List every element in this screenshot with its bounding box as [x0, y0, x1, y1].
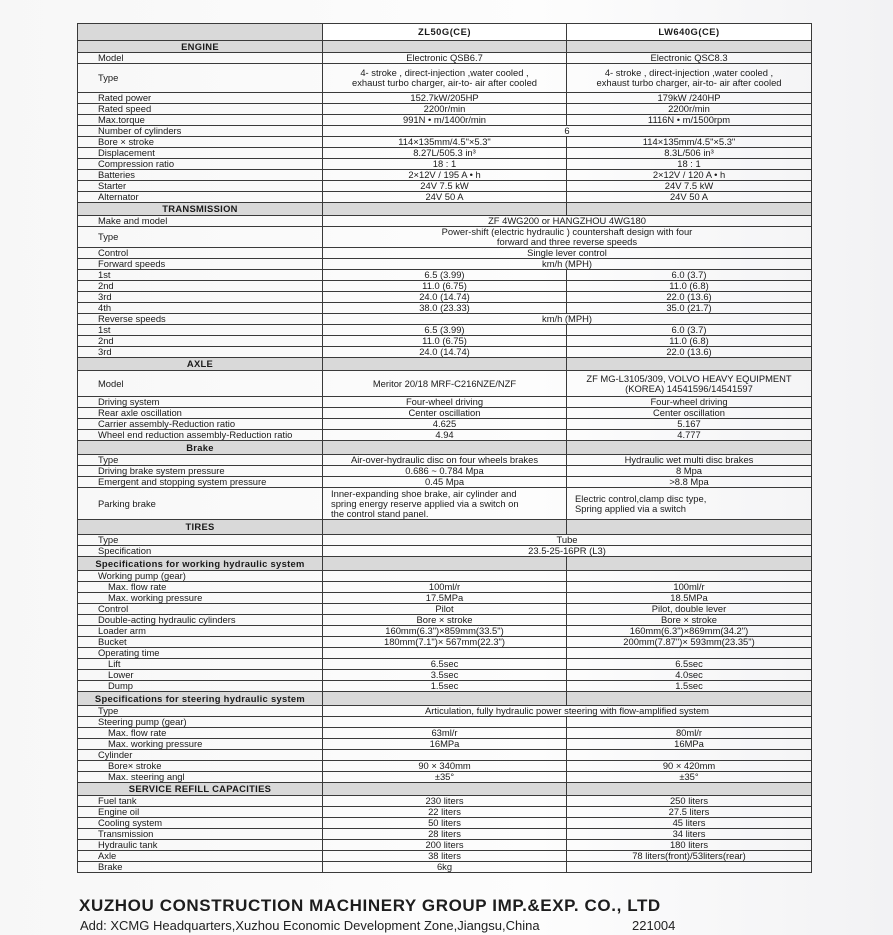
table-row: Double-acting hydraulic cylinders Bore × stroke Bore × stroke [78, 615, 812, 626]
table-row: 2nd 11.0 (6.75) 11.0 (6.8) [78, 336, 812, 347]
table-row: Type Tube [78, 535, 812, 546]
table-row: Cooling system 50 liters 45 liters [78, 818, 812, 829]
company-address: Add: XCMG Headquarters,Xuzhou Economic Development Zone,Jiangsu,China [80, 918, 540, 933]
table-row: Hydraulic tank 200 liters 180 liters [78, 840, 812, 851]
section-title: TRANSMISSION [78, 203, 323, 216]
company-name: XUZHOU CONSTRUCTION MACHINERY GROUP IMP.&EXP. CO., LTD [79, 896, 661, 915]
table-row: Engine oil 22 liters 27.5 liters [78, 807, 812, 818]
table-row: Driving system Four-wheel driving Four-wheel driving [78, 397, 812, 408]
table-row: Specification 23.5-25-16PR (L3) [78, 546, 812, 557]
table-row: Parking brake Inner-expanding shoe brake, air cylinder and spring energy reserve applied via a switch on the control stand panel. Electric control,clamp disc type, Spring applied via a switch [78, 488, 812, 520]
section-title: ENGINE [78, 41, 323, 53]
table-row: Type Air-over-hydraulic disc on four wheels brakes Hydraulic wet multi disc brakes [78, 455, 812, 466]
table-row: 1st 6.5 (3.99) 6.0 (3.7) [78, 325, 812, 336]
spec-table [77, 23, 812, 873]
table-row: Model Meritor 20/18 MRF-C216NZE/NZF ZF MG-L3105/309, VOLVO HEAVY EQUIPMENT (KOREA) 14541596/14541597 [78, 371, 812, 397]
table-row: Max. steering angl ±35° ±35° [78, 772, 812, 783]
table-row: Transmission 28 liters 34 liters [78, 829, 812, 840]
table-row: Cylinder [78, 750, 812, 761]
table-row: Emergent and stopping system pressure 0.45 Mpa >8.8 Mpa [78, 477, 812, 488]
table-row: Rear axle oscillation Center oscillation Center oscillation [78, 408, 812, 419]
table-row: Control Pilot Pilot, double lever [78, 604, 812, 615]
table-row: Steering pump (gear) [78, 717, 812, 728]
table-row: Carrier assembly-Reduction ratio 4.625 5.167 [78, 419, 812, 430]
table-row: Axle 38 liters 78 liters(front)/53liters(rear) [78, 851, 812, 862]
table-row: 2nd 11.0 (6.75) 11.0 (6.8) [78, 281, 812, 292]
column-header-row [78, 24, 812, 41]
section-transmission [78, 203, 812, 216]
table-row: Number of cylinders 6 [78, 126, 812, 137]
section-title: SERVICE REFILL CAPACITIES [78, 783, 323, 796]
table-row: 4th 38.0 (23.33) 35.0 (21.7) [78, 303, 812, 314]
table-row: Rated power 152.7kW/205HP 179kW /240HP [78, 93, 812, 104]
table-row: Max. flow rate 63ml/r 80ml/r [78, 728, 812, 739]
section-refill [78, 783, 812, 796]
section-title: AXLE [78, 358, 323, 371]
column-zl50g: ZL50G(CE) [323, 24, 567, 41]
section-tires [78, 520, 812, 535]
section-engine [78, 41, 812, 53]
table-row: Rated speed 2200r/min 2200r/min [78, 104, 812, 115]
table-row: 3rd 24.0 (14.74) 22.0 (13.6) [78, 347, 812, 358]
table-row: Lower 3.5sec 4.0sec [78, 670, 812, 681]
table-row: Make and model ZF 4WG200 or HANGZHOU 4WG180 [78, 216, 812, 227]
column-lw640g: LW640G(CE) [567, 24, 812, 41]
table-row: Batteries 2×12V / 195 A • h 2×12V / 120 A • h [78, 170, 812, 181]
section-title: Brake [78, 441, 323, 455]
table-row: Max. working pressure 17.5MPa 18.5MPa [78, 593, 812, 604]
table-row: Type Power-shift (electric hydraulic ) countershaft design with four forward and three reverse speeds [78, 227, 812, 248]
postal-code: 221004 [632, 918, 676, 933]
section-title: Specifications for working hydraulic system [78, 557, 323, 571]
table-row: Working pump (gear) [78, 571, 812, 582]
table-row: 3rd 24.0 (14.74) 22.0 (13.6) [78, 292, 812, 303]
table-row: Lift 6.5sec 6.5sec [78, 659, 812, 670]
table-row: Dump 1.5sec 1.5sec [78, 681, 812, 692]
section-working-hydraulic [78, 557, 812, 571]
table-row: Control Single lever control [78, 248, 812, 259]
section-steering-hydraulic [78, 692, 812, 706]
table-row: Max. working pressure 16MPa 16MPa [78, 739, 812, 750]
table-row: Driving brake system pressure 0.686 ~ 0.784 Mpa 8 Mpa [78, 466, 812, 477]
table-row: Compression ratio 18 : 1 18 : 1 [78, 159, 812, 170]
table-row: Forward speeds km/h (MPH) [78, 259, 812, 270]
section-title: TIRES [78, 520, 323, 535]
table-row: Bucket 180mm(7.1")× 567mm(22.3") 200mm(7.87")× 593mm(23.35") [78, 637, 812, 648]
table-row: Fuel tank 230 liters 250 liters [78, 796, 812, 807]
table-row: Starter 24V 7.5 kW 24V 7.5 kW [78, 181, 812, 192]
table-row: Max. flow rate 100ml/r 100ml/r [78, 582, 812, 593]
table-row: Type 4- stroke , direct-injection ,water cooled , exhaust turbo charger, air-to- air after cooled 4- stroke , direct-injection ,water cooled , exhaust turbo charger, air-to- air after cooled [78, 64, 812, 93]
section-title: Specifications for steering hydraulic system [78, 692, 323, 706]
table-row: Bore × stroke 114×135mm/4.5"×5.3" 114×135mm/4.5"×5.3" [78, 137, 812, 148]
table-row: Bore× stroke 90 × 340mm 90 × 420mm [78, 761, 812, 772]
table-row: Alternator 24V 50 A 24V 50 A [78, 192, 812, 203]
table-row: Displacement 8.27L/505.3 in³ 8.3L/506 in³ [78, 148, 812, 159]
table-row: Type Articulation, fully hydraulic power steering with flow-amplified system [78, 706, 812, 717]
table-row: Loader arm 160mm(6.3")×859mm(33.5") 160mm(6.3")×869mm(34.2") [78, 626, 812, 637]
table-row: Max.torque 991N • m/1400r/min 1116N • m/1500rpm [78, 115, 812, 126]
table-row: Wheel end reduction assembly-Reduction ratio 4.94 4.777 [78, 430, 812, 441]
table-row: Brake 6kg [78, 862, 812, 873]
table-row: Operating time [78, 648, 812, 659]
section-axle [78, 358, 812, 371]
table-row: Model Electronic QSB6.7 Electronic QSC8.3 [78, 53, 812, 64]
table-row: Reverse speeds km/h (MPH) [78, 314, 812, 325]
section-brake [78, 441, 812, 455]
table-row: 1st 6.5 (3.99) 6.0 (3.7) [78, 270, 812, 281]
